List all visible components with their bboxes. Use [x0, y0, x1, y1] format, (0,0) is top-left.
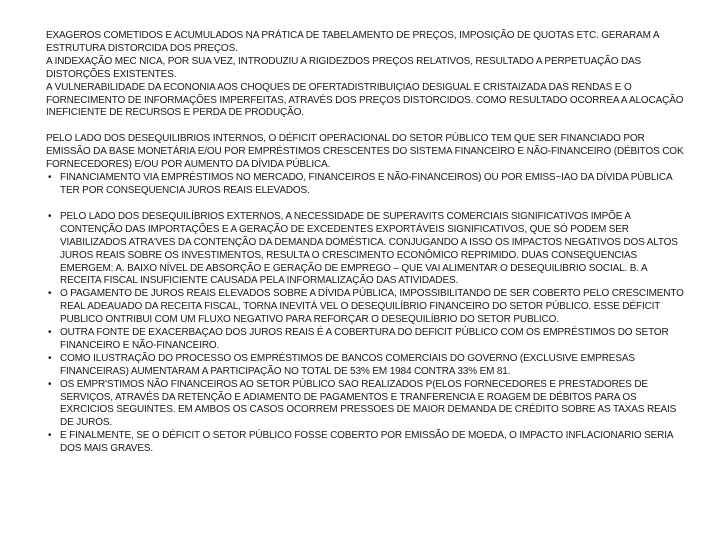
section-external-imbalances	[46, 211, 686, 456]
list-item-text: OUTRA FONTE DE EXACERBAÇAO DOS JUROS REAIS É A COBERTURA DO DEFICIT PÚBLICO COM OS EMPRÉSTIMOS DO SETOR FINANCEIRO E NÃO-FINANCEIRO.	[60, 327, 669, 351]
list-item-text: PELO LADO DOS DESEQUILÍBRIOS EXTERNOS, A NECESSIDADE DE SUPERAVITS COMERCIAIS SIGNIFICATIVOS IMPÕE A CONTENÇÃO DAS IMPORTAÇÕES E A GERAÇÃO DE EXCEDENTES EXPORTÁVEIS SIGNIFICATIVOS, QUE SÓ PODEM SER VIABILIZADOS ATRA'VES DA CONTENÇÃO DA DEMANDA DOMÉSTICA. CONJUGANDO A ISSO OS IMPACTOS NEGATIVOS DOS ALTOS JUROS REAIS SOBRE OS INVESTIMENTOS, RESULTA O CRESCIMENTO ECONÔMICO REPRIMIDO. DUAS CONSEQUENCIAS EMERGEM: A. BAIXO NÍVEL DE ABSORÇÃO E GERAÇÃO DE EMPREGO – QUE VAI ALIMENTAR O DESEQUILIBRIO SOCIAL. B. A RECEITA FISCAL INSUFICIENTE CAUSADA PELA INFORMALIZAÇÃO DAS ATIVIDADES.	[60, 210, 678, 287]
bullet-list-external	[46, 211, 686, 456]
paragraph-vulnerability: A VULNERABILIDADE DA ECONONIA AOS CHOQUES DE OFERTADISTRIBUIÇIAO DESIGUAL E CRISTAIZADA DAS RENDAS E O FORNECIMENTO DE INFORMAÇÕES IMPERFEITAS, ATRAVÉS DOS PREÇOS DISTORCIDOS. COMO RESULTADO OCORREA A ALOCAÇÃO INEFICIENTE DE RECURSOS E PERDA DE PRODUÇÃO.	[46, 81, 684, 119]
paragraph-indexation: A INDEXAÇÃO MEC NICA, POR SUA VEZ, INTRODUZIU A RIGIDEZDOS PREÇOS RELATIVOS, RESULTADO A PERPETUAÇÃO DAS DISTORÇÕES EXISTENTES.	[46, 55, 642, 80]
list-item-text: E FINALMENTE, SE O DÉFICIT O SETOR PÚBLICO FOSSE COBERTO POR EMISSÃO DE MOEDA, O IMPACTO INFLACIONARIO SERIA DOS MAIS GRAVES.	[60, 430, 673, 455]
list-item	[46, 353, 686, 379]
bullet-icon: •	[48, 210, 52, 222]
list-item-text: COMO ILUSTRAÇÃO DO PROCESSO OS EMPRÉSTIMOS DE BANCOS COMERCIAIS DO GOVERNO (EXCLUSIVE EMPRESAS FINANCEIRAS) AUMENTARAM A PARTICIPAÇÃO NO TOTAL DE 53% EM 1984 CONTRA 33% EM 81.	[60, 352, 635, 377]
bullet-icon: •	[48, 327, 52, 339]
bullet-list-internal	[46, 172, 686, 198]
list-item	[46, 327, 686, 353]
paragraph-price-controls: EXAGEROS COMETIDOS E ACUMULADOS NA PRÁTICA DE TABELAMENTO DE PREÇOS, IMPOSIÇÃO DE QUOTAS ETC. GERARAM A ESTRUTURA DISTORCIDA DOS PREÇOS.	[46, 30, 659, 54]
section-gap	[46, 198, 686, 211]
bullet-icon: •	[48, 352, 52, 364]
bullet-icon: •	[48, 430, 52, 442]
bullet-icon: •	[48, 172, 52, 184]
list-item	[46, 430, 686, 456]
bullet-icon: •	[48, 288, 52, 300]
list-item-text: FINANCIAMENTO VIA EMPRÉSTIMOS NO MERCADO, FINANCEIROS E NÃO-FINANCEIROS) OU POR EMISS~IAO DA DÍVIDA PÚBLICA TER POR CONSEQUENCIA JUROS REAIS ELEVADOS.	[60, 172, 672, 196]
paragraph-internal-deficit: PELO LADO DOS DESEQUILIBRIOS INTERNOS, O DÉFICIT OPERACIONAL DO SETOR PÚBLICO TEM QUE SER FINANCIADO POR EMISSÃO DA BASE MONETÁRIA E/OU POR EMPRÉSTIMOS CRESCENTES DO SISTEMA FINANCEIRO E NÃO-FINANCEIRO (DÉBITOS COK FORNECEDORES) E/OU POR AUMENTO DA DÍVIDA PÚBLICA.	[46, 133, 684, 171]
list-item	[46, 172, 686, 198]
section-gap	[46, 120, 686, 133]
list-item	[46, 211, 686, 288]
list-item-text: OS EMPR'STIMOS NÃO FINANCEIROS AO SETOR PÚBLICO SAO REALIZADOS P(ELOS FORNECEDORES E PRESTADORES DE SERVIÇOS, ATRAVÉS DA RETENÇÃO E ADIAMENTO DE PAGAMENTOS E TRANFERENCIA E ROAGEM DE DÉBITOS PARA OS EXRCICIOS SEGUINTES. EM AMBOS OS CASOS OCORREM PRESSOES DE MAIOR DEMANDA DE CRÉDITO SOBRE AS TAXAS REAIS DE JUROS.	[60, 378, 677, 429]
list-item	[46, 288, 686, 327]
list-item	[46, 379, 686, 431]
document-page	[46, 30, 686, 456]
section-internal-imbalances	[46, 133, 686, 198]
bullet-icon: •	[48, 378, 52, 390]
section-price-distortion	[46, 30, 686, 120]
list-item-text: O PAGAMENTO DE JUROS REAIS ELEVADOS SOBRE A DÍVIDA PÚBLICA, IMPOSSIBILITANDO DE SER COBERTO PELO CRESCIMENTO REAL ADEAUADO DA RECEITA FISCAL, TORNA INEVITÁ VEL O DESEQUILÍBRIO FINANCEIRO DO SETOR PÚBLICO. ESSE DÉFICIT PUBLICO ONTRIBUI COM UM FLUXO NEGATIVO PARA REFORÇAR O DESEQUILÍBRIO DO SETOR PUBLICO.	[60, 288, 684, 326]
